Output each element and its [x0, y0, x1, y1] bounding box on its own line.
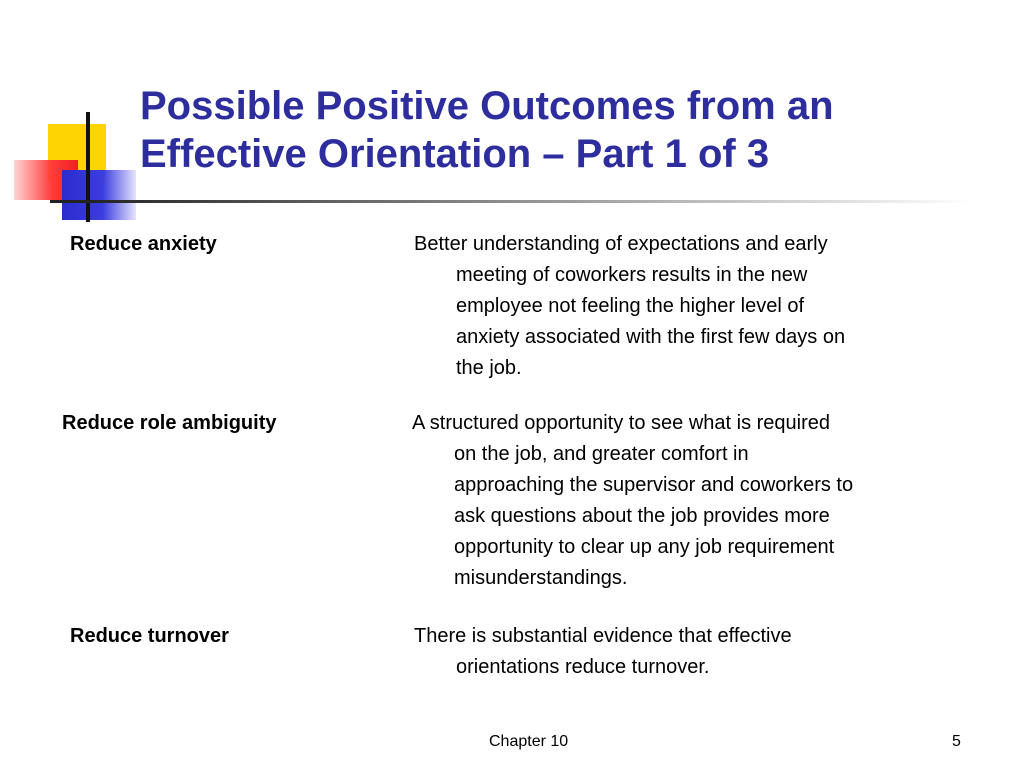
outcome-term-reduce-role-ambiguity: Reduce role ambiguity — [62, 412, 277, 434]
description-line: approaching the supervisor and coworkers to — [454, 474, 854, 496]
outcome-term-reduce-anxiety: Reduce anxiety — [70, 233, 217, 255]
description-line: employee not feeling the higher level of — [456, 295, 805, 317]
outcome-description-reduce-role-ambiguity — [412, 408, 853, 594]
footer-page-number: 5 — [952, 733, 961, 750]
description-line: A structured opportunity to see what is required — [412, 412, 831, 434]
description-line: Better understanding of expectations and early — [414, 233, 828, 255]
description-line: anxiety associated with the first few days on — [456, 326, 846, 348]
description-line: meeting of coworkers results in the new — [456, 264, 808, 286]
outcome-term-reduce-turnover: Reduce turnover — [70, 625, 229, 647]
description-line: orientations reduce turnover. — [456, 656, 710, 678]
description-line: There is substantial evidence that effective — [414, 625, 792, 647]
outcome-description-reduce-anxiety — [414, 229, 845, 384]
description-line: misunderstandings. — [454, 567, 628, 589]
footer-chapter-label: Chapter 10 — [489, 733, 569, 750]
title-underline-rule — [84, 200, 974, 203]
description-line: opportunity to clear up any job requirement — [454, 536, 835, 558]
description-line: ask questions about the job provides more — [454, 505, 830, 527]
decorative-blue-square — [62, 170, 136, 220]
slide-title-line-1: Possible Positive Outcomes from an — [140, 84, 834, 128]
decorative-vertical-line — [86, 112, 90, 222]
slide-title — [140, 82, 1000, 178]
description-line: the job. — [456, 357, 522, 379]
slide-title-line-2: Effective Orientation – Part 1 of 3 — [140, 132, 770, 176]
description-line: on the job, and greater comfort in — [454, 443, 749, 465]
outcome-description-reduce-turnover — [414, 621, 792, 683]
